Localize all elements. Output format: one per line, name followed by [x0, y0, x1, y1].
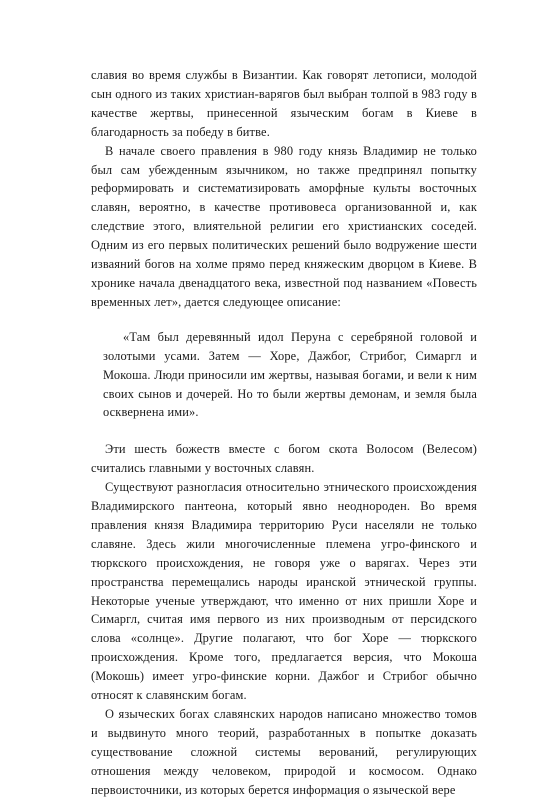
paragraph-3: Эти шесть божеств вместе с богом скота Волосом (Велесом) считались главными у восточных славян.	[91, 442, 477, 476]
paragraph-4: Существуют разногласия относительно этнического происхождения Владимирского пантеона, который явно неоднороден. Во время правления князя Владимира территорию Руси населяли не только славяне. Здесь жили многочисленные племена угро-финского и тюркского происхождения, не говоря уже о варягах. Через эти пространства перемещались народы иранской этнической группы. Некоторые ученые утверждают, что именно от них пришли Хоре и Симаргл, считая имя первого из них производным от персидского слова «солнце». Другие полагают, что бог Хоре — тюркского происхождения. Кроме того, предлагается версия, что Мокоша (Мокошь) имеет угро-финские корни. Дажбог и Стрибог обычно относят к славянским богам.	[91, 480, 477, 703]
page-text	[91, 66, 477, 800]
paragraph-2: В начале своего правления в 980 году князь Владимир не только был сам убежденным язычником, но также предпринял попытку реформировать и систематизировать аморфные культы восточных славян, вероятно, в качестве противовеса организованной и, как следствие этого, влиятельной религии его христианских соседей. Одним из его первых политических решений было водружение шести изваяний богов на холме прямо перед княжеским дворцом в Киеве. В хронике начала двенадцатого века, известной под названием «Повесть временных лет», дается следующее описание:	[91, 143, 477, 309]
paragraph-5: О языческих богах славянских народов написано множество томов и выдвинуто много теорий, разработанных в попытке доказать существование сложной системы верований, регулирующих отношения между человеком, природой и космосом. Однако первоисточники, из которых берется информация о языческой вере	[91, 707, 477, 797]
chronicle-quote: «Там был деревянный идол Перуна с серебряной головой и золотыми усами. Затем — Хоре, Дажбог, Стрибог, Симаргл и Мокоша. Люди приносили им жертвы, называя богами, и вели к ним своих сынов и дочерей. Но то были жертвы демонам, и земля была осквернена ими».	[103, 329, 477, 420]
paragraph-1: славия во время службы в Византии. Как говорят летописи, молодой сын одного из таких христиан-варягов был выбран толпой в 983 году в качестве жертвы, принесенной языческим богам в Киеве в благодарность за победу в битве.	[91, 68, 477, 139]
